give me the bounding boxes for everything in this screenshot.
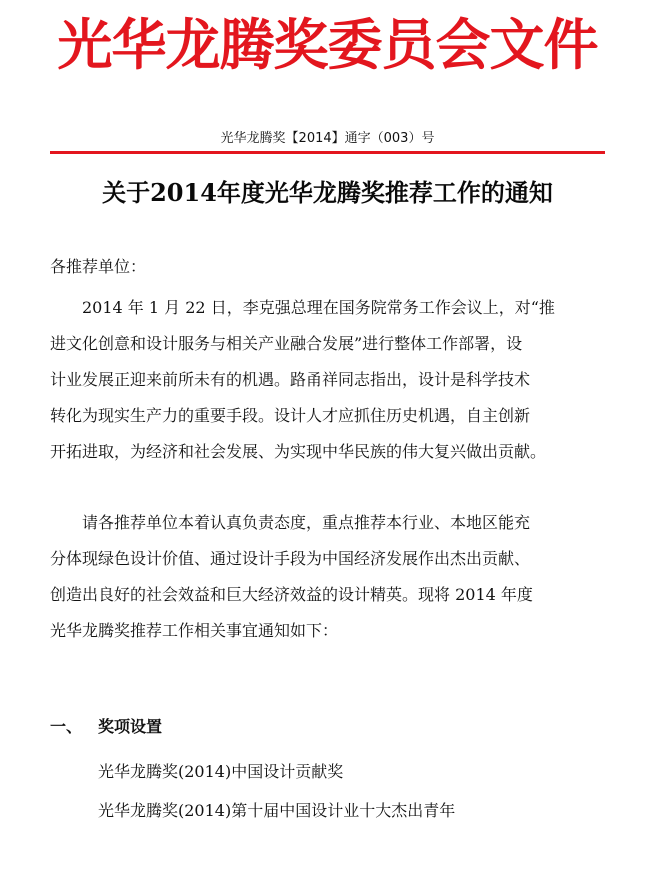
paragraph-line: 2014 年 1 月 22 日，李克强总理在国务院常务工作会议上，对“推 — [82, 298, 555, 317]
paragraph-line: 光华龙腾奖推荐工作相关事宜通知如下： — [50, 621, 339, 640]
paragraph-2 — [50, 505, 608, 649]
paragraph-line: 创造出良好的社会效益和巨大经济效益的设计精英。现将 2014 年度 — [50, 585, 533, 604]
paragraph-line: 转化为现实生产力的重要手段。设计人才应抓住历史机遇，自主创新 — [50, 406, 531, 425]
award-item: 光华龙腾奖(2014)第十届中国设计业十大杰出青年 — [98, 801, 456, 820]
section-heading-awards — [50, 715, 162, 739]
paragraph-1 — [50, 290, 608, 470]
paragraph-line: 请各推荐单位本着认真负责态度，重点推荐本行业、本地区能充 — [82, 513, 531, 532]
document-title: 关于2014年度光华龙腾奖推荐工作的通知 — [102, 178, 553, 207]
masthead-title: 光华龙腾奖委员会文件 — [57, 13, 598, 77]
paragraph-line: 分体现绿色设计价值、通过设计手段为中国经济发展作出杰出贡献、 — [50, 549, 531, 568]
paragraph-line: 计业发展正迎来前所未有的机遇。路甬祥同志指出，设计是科学技术 — [50, 370, 531, 389]
paragraph-line: 进文化创意和设计服务与相关产业融合发展”进行整体工作部署，设 — [50, 334, 523, 353]
section-number: 一、 — [50, 717, 83, 736]
salutation: 各推荐单位： — [50, 257, 147, 276]
section-heading-text: 奖项设置 — [98, 717, 163, 736]
red-divider-line — [50, 151, 605, 154]
paragraph-line: 开拓进取，为经济和社会发展、为实现中华民族的伟大复兴做出贡献。 — [50, 442, 547, 461]
award-item: 光华龙腾奖(2014)中国设计贡献奖 — [98, 762, 344, 781]
document-number: 光华龙腾奖【2014】通字（003）号 — [220, 131, 435, 146]
